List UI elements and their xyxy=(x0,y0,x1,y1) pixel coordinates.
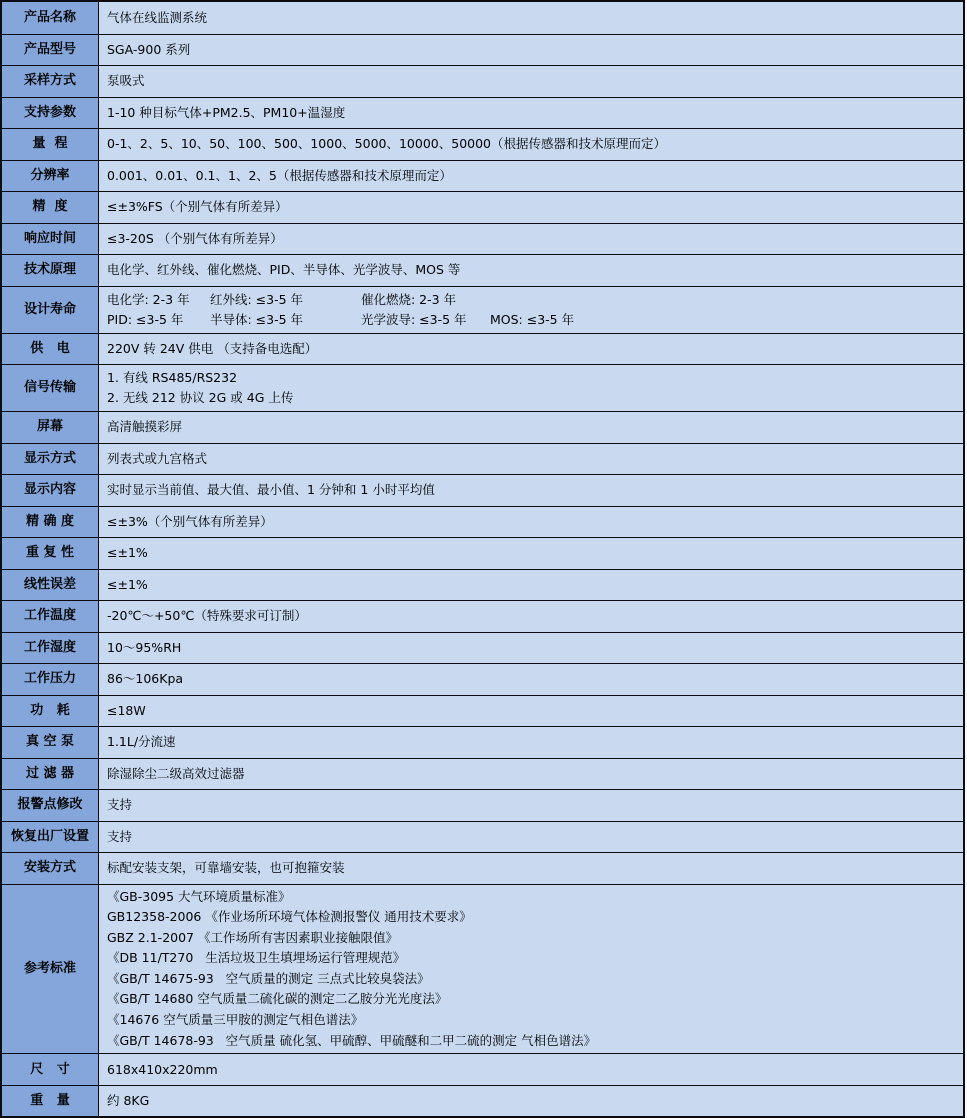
row-value xyxy=(99,255,963,286)
row-label: 工作湿度 xyxy=(2,633,99,664)
table-row xyxy=(2,223,963,255)
row-label: 支持参数 xyxy=(2,98,99,129)
table-row xyxy=(2,443,963,475)
value-line: ≤3-20S （个别气体有所差异） xyxy=(107,230,283,246)
row-label: 设计寿命 xyxy=(2,287,99,333)
table-row xyxy=(2,34,963,66)
value-line: 86～106Kpa xyxy=(107,671,184,687)
row-value xyxy=(99,570,963,601)
row-value xyxy=(99,664,963,695)
row-value xyxy=(99,538,963,569)
row-value xyxy=(99,759,963,790)
table-row xyxy=(2,474,963,506)
value-line: ≤±3%FS（个别气体有所差异） xyxy=(107,199,288,215)
value-line: 支持 xyxy=(107,797,133,813)
table-row xyxy=(2,758,963,790)
value-line: 1-10 种目标气体+PM2.5、PM10+温湿度 xyxy=(107,104,346,120)
lifespan-grid-line xyxy=(107,310,955,330)
row-value xyxy=(99,507,963,538)
value-line: ≤±1% xyxy=(107,576,148,592)
value-line: 《GB/T 14675-93 空气质量的测定 三点式比较臭袋法》 xyxy=(107,970,430,986)
value-line: 220V 转 24V 供电 （支持备电选配） xyxy=(107,340,318,356)
table-row xyxy=(2,821,963,853)
table-row xyxy=(2,1053,963,1085)
value-line: ≤18W xyxy=(107,702,146,718)
row-label: 显示内容 xyxy=(2,475,99,506)
row-value xyxy=(99,66,963,97)
table-row xyxy=(2,884,963,1054)
table-row xyxy=(2,160,963,192)
row-label: 尺 寸 xyxy=(2,1054,99,1085)
value-line: 0-1、2、5、10、50、100、500、1000、5000、10000、50000（根据传感器和技术原理而定） xyxy=(107,136,667,152)
table-row xyxy=(2,128,963,160)
row-value xyxy=(99,98,963,129)
row-value xyxy=(99,334,963,365)
row-label: 产品名称 xyxy=(2,2,99,34)
row-value xyxy=(99,161,963,192)
value-line: 1. 有线 RS485/RS232 xyxy=(107,370,238,385)
row-label: 精 确 度 xyxy=(2,507,99,538)
row-label: 分辨率 xyxy=(2,161,99,192)
value-line: 1.1L/分流速 xyxy=(107,734,176,750)
value-line: ≤±1% xyxy=(107,545,148,561)
value-line: 《14676 空气质量三甲胺的测定气相色谱法》 xyxy=(107,1012,364,1028)
row-label: 参考标准 xyxy=(2,885,99,1054)
row-label: 重 复 性 xyxy=(2,538,99,569)
row-value xyxy=(99,287,963,333)
value-line: 标配安装支架，可靠墙安装，也可抱箍安装 xyxy=(107,860,345,876)
lifespan-grid-line xyxy=(107,290,955,310)
row-label: 真 空 泵 xyxy=(2,727,99,758)
value-line: 2. 无线 212 协议 2G 或 4G 上传 xyxy=(107,390,294,405)
row-value xyxy=(99,475,963,506)
row-label: 恢复出厂设置 xyxy=(2,822,99,853)
table-row xyxy=(2,286,963,333)
value-line: ≤±3%（个别气体有所差异） xyxy=(107,513,273,529)
value-line: 《GB-3095 大气环境质量标准》 xyxy=(107,888,291,904)
value-line: 列表式或九宫格式 xyxy=(107,450,208,466)
value-line: 泵吸式 xyxy=(107,73,145,89)
value-line: 除湿除尘二级高效过滤器 xyxy=(107,765,245,781)
row-label: 显示方式 xyxy=(2,444,99,475)
table-row xyxy=(2,254,963,286)
value-line: -20℃～+50℃（特殊要求可订制） xyxy=(107,608,307,624)
table-row xyxy=(2,600,963,632)
table-row xyxy=(2,2,963,34)
row-label: 精 度 xyxy=(2,192,99,223)
row-label: 产品型号 xyxy=(2,35,99,66)
value-line: 《GB/T 14680 空气质量二硫化碳的测定二乙胺分光光度法》 xyxy=(107,991,448,1007)
table-row xyxy=(2,1085,963,1117)
value-line: 实时显示当前值、最大值、最小值、1 分钟和 1 小时平均值 xyxy=(107,482,435,498)
table-row xyxy=(2,97,963,129)
table-row xyxy=(2,695,963,727)
row-value xyxy=(99,885,963,1054)
value-line: GB12358-2006 《作业场所环境气体检测报警仪 通用技术要求》 xyxy=(107,909,472,925)
row-value xyxy=(99,412,963,443)
value-line: 支持 xyxy=(107,828,133,844)
value-line: 《GB/T 14678-93 空气质量 硫化氢、甲硫醇、甲硫醚和二甲二硫的测定 气相色谱法》 xyxy=(107,1032,597,1048)
row-value xyxy=(99,35,963,66)
lifespan-grid-cell: 电化学: 2-3 年 xyxy=(107,291,190,307)
value-line: SGA-900 系列 xyxy=(107,41,191,57)
row-label: 工作压力 xyxy=(2,664,99,695)
row-label: 工作温度 xyxy=(2,601,99,632)
row-label: 采样方式 xyxy=(2,66,99,97)
row-label: 过 滤 器 xyxy=(2,759,99,790)
value-line: 气体在线监测系统 xyxy=(107,9,208,25)
row-value xyxy=(99,601,963,632)
row-value xyxy=(99,1054,963,1085)
row-value xyxy=(99,1086,963,1117)
row-label: 线性误差 xyxy=(2,570,99,601)
table-row xyxy=(2,65,963,97)
row-value xyxy=(99,790,963,821)
table-row xyxy=(2,789,963,821)
table-row xyxy=(2,191,963,223)
row-value xyxy=(99,853,963,884)
row-value xyxy=(99,696,963,727)
table-row xyxy=(2,411,963,443)
row-label: 技术原理 xyxy=(2,255,99,286)
lifespan-grid-cell: PID: ≤3-5 年 xyxy=(107,311,184,327)
row-label: 响应时间 xyxy=(2,224,99,255)
row-label: 安装方式 xyxy=(2,853,99,884)
lifespan-grid-cell: 红外线: ≤3-5 年 xyxy=(210,291,304,307)
lifespan-grid-cell: MOS: ≤3-5 年 xyxy=(490,311,575,327)
lifespan-grid-cell: 催化燃烧: 2-3 年 xyxy=(361,291,457,307)
value-line: GBZ 2.1-2007 《工作场所有害因素职业接触限值》 xyxy=(107,929,398,945)
value-line: 0.001、0.01、0.1、1、2、5（根据传感器和技术原理而定） xyxy=(107,167,452,183)
table-row xyxy=(2,537,963,569)
row-label: 功 耗 xyxy=(2,696,99,727)
table-row xyxy=(2,569,963,601)
value-line: 约 8KG xyxy=(107,1093,150,1108)
table-row xyxy=(2,632,963,664)
row-value xyxy=(99,633,963,664)
row-value xyxy=(99,727,963,758)
row-value xyxy=(99,822,963,853)
row-value xyxy=(99,224,963,255)
value-line: 618x410x220mm xyxy=(107,1061,218,1077)
value-line: 电化学、红外线、催化燃烧、PID、半导体、光学波导、MOS 等 xyxy=(107,262,461,278)
row-value xyxy=(99,129,963,160)
row-value xyxy=(99,2,963,34)
lifespan-grid-cell: 半导体: ≤3-5 年 xyxy=(210,311,304,327)
row-label: 重 量 xyxy=(2,1086,99,1117)
row-label: 信号传输 xyxy=(2,365,99,411)
row-label: 屏幕 xyxy=(2,412,99,443)
row-label: 供 电 xyxy=(2,334,99,365)
lifespan-grid-cell: 光学波导: ≤3-5 年 xyxy=(361,311,467,327)
table-row xyxy=(2,852,963,884)
value-line: 《DB 11/T270 生活垃圾卫生填埋场运行管理规范》 xyxy=(107,950,406,966)
row-value xyxy=(99,192,963,223)
row-label: 报警点修改 xyxy=(2,790,99,821)
value-line: 高清触摸彩屏 xyxy=(107,419,183,435)
table-row xyxy=(2,364,963,411)
value-line: 10～95%RH xyxy=(107,639,182,655)
table-row xyxy=(2,663,963,695)
table-row xyxy=(2,333,963,365)
row-label: 量 程 xyxy=(2,129,99,160)
row-value xyxy=(99,444,963,475)
row-value xyxy=(99,365,963,411)
table-row xyxy=(2,726,963,758)
table-row xyxy=(2,506,963,538)
